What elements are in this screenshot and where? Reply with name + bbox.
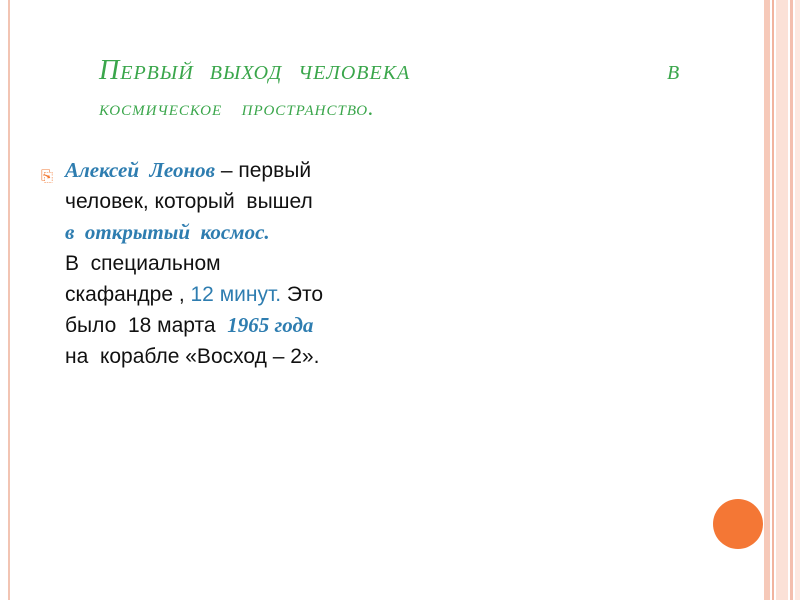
- decorative-stripe: [776, 0, 788, 600]
- body-line-4: В специальном: [65, 252, 221, 275]
- body-line-5: [65, 279, 395, 310]
- body-line-3: в открытый космос.: [65, 220, 270, 244]
- astronaut-name: Алексей Леонов: [65, 158, 215, 182]
- slide-body: [65, 155, 395, 372]
- title-line-1-end: в: [667, 55, 681, 86]
- body-line-5a: скафандре ,: [65, 283, 191, 306]
- decorative-stripe: [790, 0, 793, 600]
- decorative-circle: [713, 499, 763, 549]
- duration-text: 12 минут.: [190, 283, 282, 306]
- body-line-6a: было 18 марта: [65, 314, 228, 337]
- decorative-stripe: [764, 0, 770, 600]
- body-line-7: на корабле «Восход – 2».: [65, 345, 320, 368]
- decorative-stripe: [795, 0, 800, 600]
- decorative-stripe: [772, 0, 774, 600]
- body-line-2: человек, который вышел: [65, 190, 313, 213]
- bullet-icon: ⎘: [41, 167, 54, 185]
- title-line-2: космическое пространство.: [99, 95, 375, 120]
- title-line-1: Первый выход человека: [99, 55, 411, 86]
- body-line-5c: Это: [281, 283, 324, 306]
- slide-title: [99, 55, 699, 135]
- body-text-dash: – первый: [214, 159, 312, 182]
- left-border-line: [8, 0, 10, 600]
- body-line-6: [65, 310, 395, 341]
- year-text: 1965 года: [227, 313, 314, 337]
- body-line-1: [65, 155, 395, 186]
